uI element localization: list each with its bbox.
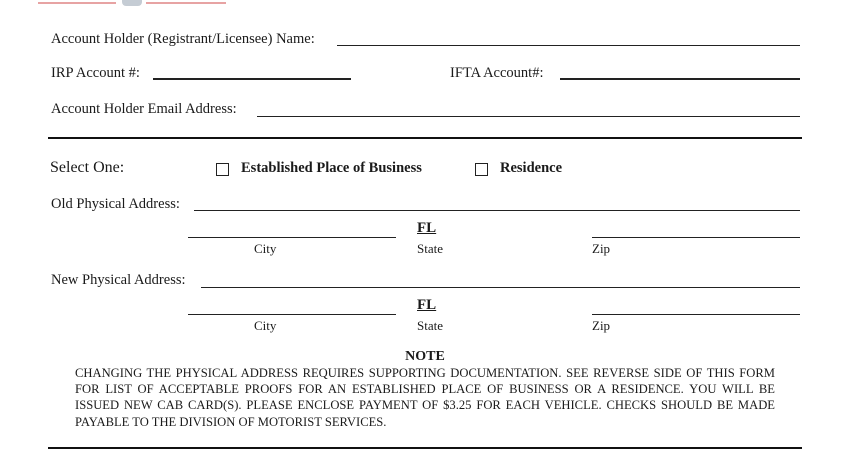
section-divider <box>48 137 802 139</box>
new-address-label: New Physical Address: <box>51 272 186 288</box>
old-zip-caption: Zip <box>592 241 611 256</box>
select-one-label: Select One: <box>50 159 125 176</box>
note-title: NOTE <box>405 349 445 364</box>
old-city-field[interactable] <box>188 237 396 238</box>
new-zip-caption: Zip <box>592 318 611 333</box>
residence-option-label: Residence <box>500 160 563 176</box>
old-state-value: FL <box>417 220 437 236</box>
business-option-label: Established Place of Business <box>241 160 422 176</box>
account-holder-name-label: Account Holder (Registrant/Licensee) Name: <box>51 31 315 47</box>
new-address-field[interactable] <box>201 287 800 288</box>
irp-account-field[interactable] <box>153 78 351 80</box>
account-holder-name-field[interactable] <box>337 45 800 46</box>
email-label: Account Holder Email Address: <box>51 101 237 117</box>
new-city-caption: City <box>254 318 277 333</box>
new-state-caption: State <box>417 318 443 333</box>
ifta-account-label: IFTA Account#: <box>450 65 544 81</box>
residence-checkbox[interactable] <box>475 163 488 176</box>
note-text: CHANGING THE PHYSICAL ADDRESS REQUIRES SUPPORTING DOCUMENTATION. SEE REVERSE SIDE OF THIS FORM FOR LIST OF ACCEPTABLE PROOFS FOR AN ESTABLISHED PLACE OF BUSINESS OR A RESIDENCE. YOU WILL BE ISSUED NEW CAB CARD(S). PLEASE ENCLOSE PAYMENT OF $3.25 FOR EACH VEHICLE. CHECKS SHOULD BE MADE PAYABLE TO THE DIVISION OF MOTORIST SERVICES. <box>75 366 775 429</box>
new-zip-field[interactable] <box>592 314 800 315</box>
old-address-label: Old Physical Address: <box>51 196 180 212</box>
bottom-divider <box>48 447 802 449</box>
old-zip-field[interactable] <box>592 237 800 238</box>
irp-account-label: IRP Account #: <box>51 65 140 81</box>
old-state-caption: State <box>417 241 443 256</box>
agency-logo <box>38 0 228 8</box>
old-address-field[interactable] <box>194 210 800 211</box>
new-city-field[interactable] <box>188 314 396 315</box>
new-state-value: FL <box>417 297 437 313</box>
old-city-caption: City <box>254 241 277 256</box>
email-field[interactable] <box>257 116 800 117</box>
ifta-account-field[interactable] <box>560 78 800 80</box>
business-checkbox[interactable] <box>216 163 229 176</box>
